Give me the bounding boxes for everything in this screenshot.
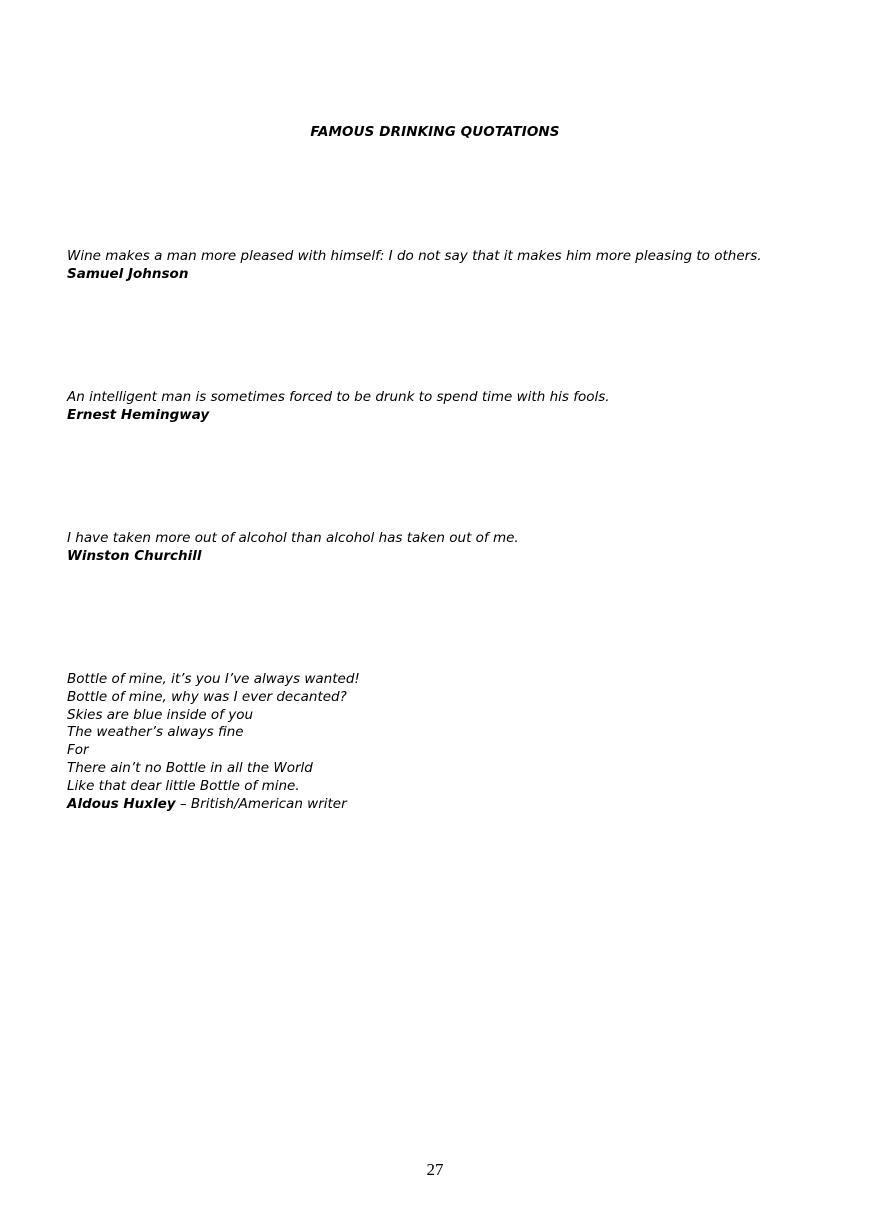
page-number: 27: [426, 1160, 444, 1179]
quote-text: There ain’t no Bottle in all the World: [67, 759, 313, 776]
quote-text: An intelligent man is sometimes forced to be drunk to spend time with his fools.: [67, 389, 610, 405]
author-name: Winston Churchill: [67, 547, 202, 564]
quote-attribution: [67, 407, 827, 425]
quote-text: The weather’s always fine: [67, 724, 244, 741]
author-name: Ernest Hemingway: [67, 406, 210, 423]
page-title: FAMOUS DRINKING QUOTATIONS: [310, 124, 560, 140]
author-name: Aldous Huxley: [67, 795, 176, 812]
quote-block: [67, 248, 827, 284]
author-description: – British/American writer: [175, 795, 347, 812]
quote-text: Like that dear little Bottle of mine.: [67, 777, 300, 794]
quote-block: [67, 530, 827, 566]
quote-block: [67, 389, 827, 425]
quote-attribution: [67, 548, 827, 566]
quote-text: Bottle of mine, it’s you I’ve always wanted!: [67, 671, 360, 687]
quote-attribution: [67, 796, 827, 814]
quote-text: Skies are blue inside of you: [67, 706, 254, 723]
quote-text: I have taken more out of alcohol than alcohol has taken out of me.: [67, 530, 519, 546]
quote-text: Bottle of mine, why was I ever decanted?: [67, 688, 347, 705]
author-name: Samuel Johnson: [67, 265, 189, 282]
quote-attribution: [67, 266, 827, 284]
quote-text: Wine makes a man more pleased with himself: I do not say that it makes him more pleasing to others.: [67, 248, 762, 264]
quote-text: For: [67, 742, 89, 759]
quote-block: [67, 671, 827, 813]
